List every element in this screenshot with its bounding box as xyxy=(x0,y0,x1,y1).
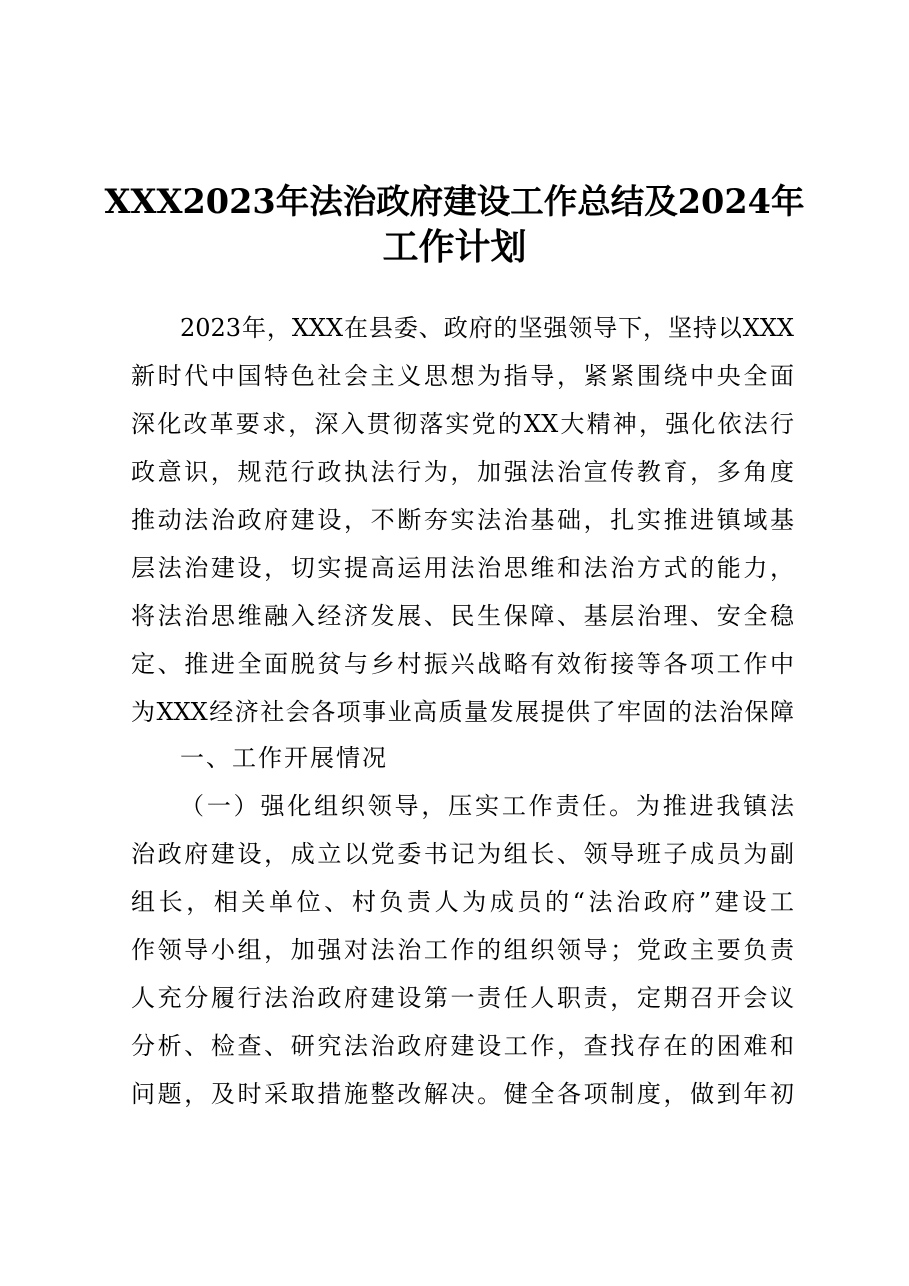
intro-line: 定、推进全面脱贫与乡村振兴战略有效衔接等各项工作中 xyxy=(131,650,794,678)
intro-line: 2023年，XXX在县委、政府的坚强领导下，坚持以XXX xyxy=(180,314,794,342)
intro-line: 政意识，规范行政执法行为，加强法治宣传教育，多角度 xyxy=(131,458,794,486)
subsection-line: 作领导小组，加强对法治工作的组织领导；党政主要负责 xyxy=(131,936,794,964)
intro-line: 层法治建设，切实提高运用法治思维和法治方式的能力， xyxy=(131,554,794,582)
intro-line: 深化改革要求，深入贯彻落实党的XX大精神，强化依法行 xyxy=(131,410,794,438)
intro-line: 新时代中国特色社会主义思想为指导，紧紧围绕中央全面 xyxy=(131,362,794,390)
document-title-line-2: 工作计划 xyxy=(382,226,527,268)
section-heading: 一、工作开展情况 xyxy=(180,744,388,772)
intro-line: 推动法治政府建设，不断夯实法治基础，扎实推进镇域基 xyxy=(131,506,794,534)
intro-line: 将法治思维融入经济发展、民生保障、基层治理、安全稳 xyxy=(131,602,794,630)
document-title-line-1: XXX2023年法治政府建设工作总结及2024年 xyxy=(104,182,805,221)
subsection-line: 治政府建设，成立以党委书记为组长、领导班子成员为副 xyxy=(131,840,794,868)
subsection-line: 组长，相关单位、村负责人为成员的“法治政府”建设工 xyxy=(131,888,794,916)
subsection-line: 分析、检查、研究法治政府建设工作，查找存在的困难和 xyxy=(131,1032,794,1060)
subsection-line: （一）强化组织领导，压实工作责任。为推进我镇法 xyxy=(180,792,794,820)
subsection-line: 人充分履行法治政府建设第一责任人职责，定期召开会议 xyxy=(131,984,794,1012)
intro-line: 为XXX经济社会各项事业高质量发展提供了牢固的法治保障 xyxy=(131,698,794,726)
subsection-line: 问题，及时采取措施整改解决。健全各项制度，做到年初 xyxy=(131,1080,794,1108)
